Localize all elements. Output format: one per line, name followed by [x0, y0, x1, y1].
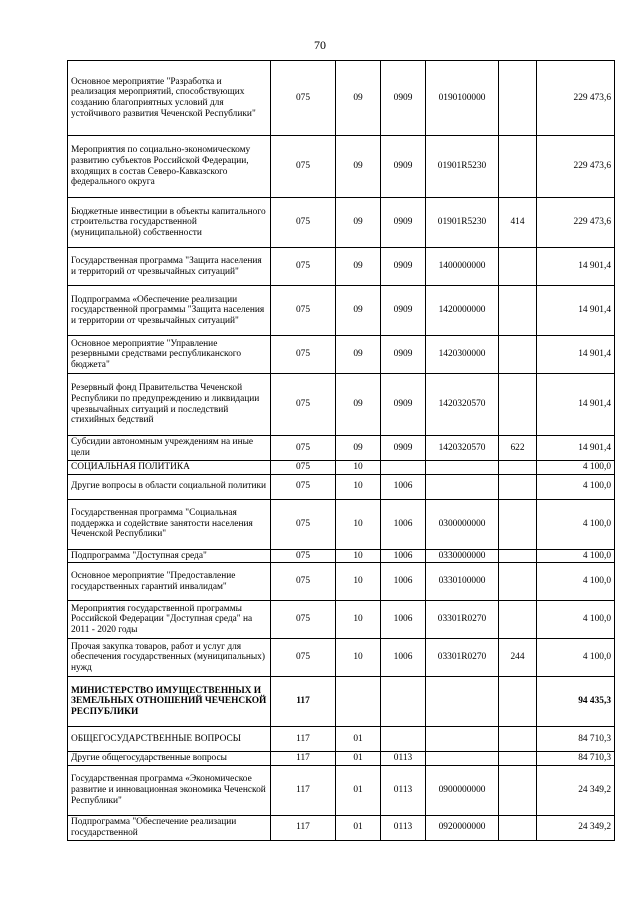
- table-row: [68, 436, 615, 461]
- cell-target-article: 1420000000: [426, 286, 499, 336]
- cell-subsection: 0909: [381, 248, 426, 286]
- cell-target-article: 01901R5230: [426, 136, 499, 198]
- cell-subsection: [381, 727, 426, 752]
- cell-target-article: 0300000000: [426, 499, 499, 549]
- cell-target-article: [426, 727, 499, 752]
- cell-section: 09: [336, 248, 381, 286]
- cell-target-article: 0330000000: [426, 549, 499, 563]
- cell-section: 10: [336, 549, 381, 563]
- cell-subsection: 0113: [381, 765, 426, 815]
- table-row: [68, 374, 615, 436]
- table-row: [68, 639, 615, 677]
- cell-amount: 4 100,0: [537, 461, 615, 475]
- cell-target-article: 1420320570: [426, 374, 499, 436]
- cell-section: 09: [336, 286, 381, 336]
- cell-amount: 4 100,0: [537, 474, 615, 499]
- cell-ministry-code: 075: [271, 136, 336, 198]
- cell-subsection: [381, 461, 426, 475]
- cell-expense-type: [499, 461, 537, 475]
- cell-name: Подпрограмма "Доступная среда": [68, 549, 271, 563]
- cell-target-article: 1420300000: [426, 336, 499, 374]
- cell-subsection: 1006: [381, 601, 426, 639]
- cell-amount: 84 710,3: [537, 752, 615, 766]
- cell-name: Другие общегосударственные вопросы: [68, 752, 271, 766]
- cell-target-article: 0330100000: [426, 563, 499, 601]
- cell-expense-type: [499, 727, 537, 752]
- cell-subsection: 0113: [381, 752, 426, 766]
- table-row: [68, 499, 615, 549]
- cell-section: 09: [336, 198, 381, 248]
- table-row: [68, 727, 615, 752]
- cell-amount: 14 901,4: [537, 248, 615, 286]
- cell-subsection: 0909: [381, 198, 426, 248]
- table-row: [68, 601, 615, 639]
- cell-subsection: 0909: [381, 436, 426, 461]
- cell-ministry-code: 075: [271, 461, 336, 475]
- cell-section: 10: [336, 499, 381, 549]
- table-row: [68, 765, 615, 815]
- cell-name: Резервный фонд Правительства Чеченской Республики по предупреждению и ликвидации чрезвычайных ситуаций и последствий стихийных бедствий: [68, 374, 271, 436]
- cell-name: Основное мероприятие "Управление резервными средствами республиканского бюджета": [68, 336, 271, 374]
- cell-subsection: 1006: [381, 474, 426, 499]
- table-row: [68, 286, 615, 336]
- cell-target-article: 03301R0270: [426, 639, 499, 677]
- cell-target-article: [426, 461, 499, 475]
- cell-expense-type: [499, 765, 537, 815]
- cell-expense-type: [499, 136, 537, 198]
- table-row: [68, 136, 615, 198]
- cell-target-article: 0190100000: [426, 61, 499, 136]
- cell-section: 10: [336, 474, 381, 499]
- cell-target-article: 1420320570: [426, 436, 499, 461]
- cell-name: ОБЩЕГОСУДАРСТВЕННЫЕ ВОПРОСЫ: [68, 727, 271, 752]
- cell-section: 09: [336, 61, 381, 136]
- cell-amount: 229 473,6: [537, 61, 615, 136]
- cell-ministry-code: 075: [271, 286, 336, 336]
- cell-subsection: 1006: [381, 563, 426, 601]
- cell-amount: 24 349,2: [537, 765, 615, 815]
- cell-section: 09: [336, 374, 381, 436]
- budget-table: [67, 60, 615, 841]
- table-row: [68, 461, 615, 475]
- cell-ministry-code: 075: [271, 374, 336, 436]
- table-row: [68, 336, 615, 374]
- table-row: [68, 474, 615, 499]
- cell-expense-type: 414: [499, 198, 537, 248]
- cell-ministry-code: 075: [271, 436, 336, 461]
- cell-expense-type: [499, 677, 537, 727]
- cell-ministry-code: 075: [271, 61, 336, 136]
- cell-amount: 14 901,4: [537, 336, 615, 374]
- cell-name: Подпрограмма "Обеспечение реализации государственной: [68, 815, 271, 840]
- cell-target-article: 0920000000: [426, 815, 499, 840]
- cell-amount: 24 349,2: [537, 815, 615, 840]
- table-row: [68, 549, 615, 563]
- cell-expense-type: 622: [499, 436, 537, 461]
- cell-name: Государственная программа "Социальная поддержка и содействие занятости населения Чеченской Республики": [68, 499, 271, 549]
- cell-ministry-code: 075: [271, 549, 336, 563]
- cell-expense-type: [499, 286, 537, 336]
- cell-section: 10: [336, 461, 381, 475]
- cell-amount: 94 435,3: [537, 677, 615, 727]
- table-row: [68, 677, 615, 727]
- cell-amount: 4 100,0: [537, 563, 615, 601]
- cell-ministry-code: 117: [271, 677, 336, 727]
- cell-name: Мероприятия государственной программы Российской Федерации "Доступная среда" на 2011 - 2020 годы: [68, 601, 271, 639]
- table-row: [68, 248, 615, 286]
- cell-ministry-code: 075: [271, 198, 336, 248]
- cell-expense-type: [499, 61, 537, 136]
- cell-expense-type: [499, 601, 537, 639]
- cell-expense-type: [499, 336, 537, 374]
- cell-amount: 14 901,4: [537, 286, 615, 336]
- cell-ministry-code: 075: [271, 248, 336, 286]
- cell-expense-type: [499, 752, 537, 766]
- cell-subsection: 0909: [381, 286, 426, 336]
- cell-target-article: 01901R5230: [426, 198, 499, 248]
- table-body: [68, 61, 615, 841]
- cell-section: 10: [336, 639, 381, 677]
- cell-section: 09: [336, 336, 381, 374]
- cell-amount: 14 901,4: [537, 436, 615, 461]
- cell-name: Другие вопросы в области социальной политики: [68, 474, 271, 499]
- cell-amount: 4 100,0: [537, 601, 615, 639]
- cell-amount: 84 710,3: [537, 727, 615, 752]
- cell-section: [336, 677, 381, 727]
- cell-subsection: 0909: [381, 61, 426, 136]
- cell-section: 09: [336, 136, 381, 198]
- cell-name: Подпрограмма «Обеспечение реализации государственной программы "Защита населения и территории от чрезвычайных ситуаций": [68, 286, 271, 336]
- cell-name: Основное мероприятие "Разработка и реализация мероприятий, способствующих созданию благоприятных условий для устойчивого развития Чеченской Республики": [68, 61, 271, 136]
- cell-subsection: 1006: [381, 549, 426, 563]
- cell-name: Государственная программа «Экономическое развитие и инновационная экономика Чеченской Республики": [68, 765, 271, 815]
- cell-name: Государственная программа "Защита населения и территорий от чрезвычайных ситуаций": [68, 248, 271, 286]
- cell-section: 09: [336, 436, 381, 461]
- cell-expense-type: [499, 248, 537, 286]
- cell-amount: 4 100,0: [537, 549, 615, 563]
- table-row: [68, 198, 615, 248]
- cell-subsection: [381, 677, 426, 727]
- cell-target-article: 1400000000: [426, 248, 499, 286]
- cell-expense-type: [499, 499, 537, 549]
- table-row: [68, 752, 615, 766]
- cell-section: 10: [336, 601, 381, 639]
- cell-target-article: 03301R0270: [426, 601, 499, 639]
- cell-expense-type: [499, 374, 537, 436]
- cell-section: 10: [336, 563, 381, 601]
- cell-ministry-code: 075: [271, 336, 336, 374]
- table-row: [68, 563, 615, 601]
- cell-target-article: [426, 752, 499, 766]
- cell-amount: 229 473,6: [537, 136, 615, 198]
- cell-name: Прочая закупка товаров, работ и услуг для обеспечения государственных (муниципальных) нужд: [68, 639, 271, 677]
- cell-name: Бюджетные инвестиции в объекты капитального строительства государственной (муниципальной) собственности: [68, 198, 271, 248]
- cell-name: Основное мероприятие "Предоставление государственных гарантий инвалидам": [68, 563, 271, 601]
- cell-subsection: 1006: [381, 499, 426, 549]
- cell-name: СОЦИАЛЬНАЯ ПОЛИТИКА: [68, 461, 271, 475]
- cell-name: Мероприятия по социально-экономическому развитию субъектов Российской Федерации, входящих в состав Северо-Кавказского федерального округа: [68, 136, 271, 198]
- cell-amount: 14 901,4: [537, 374, 615, 436]
- cell-amount: 4 100,0: [537, 499, 615, 549]
- cell-subsection: 0113: [381, 815, 426, 840]
- cell-amount: 229 473,6: [537, 198, 615, 248]
- cell-subsection: 0909: [381, 336, 426, 374]
- cell-ministry-code: 117: [271, 752, 336, 766]
- cell-ministry-code: 075: [271, 601, 336, 639]
- cell-subsection: 0909: [381, 136, 426, 198]
- cell-expense-type: [499, 549, 537, 563]
- cell-target-article: [426, 474, 499, 499]
- cell-ministry-code: 117: [271, 765, 336, 815]
- cell-ministry-code: 075: [271, 563, 336, 601]
- cell-amount: 4 100,0: [537, 639, 615, 677]
- table-row: [68, 815, 615, 840]
- cell-subsection: 1006: [381, 639, 426, 677]
- cell-expense-type: 244: [499, 639, 537, 677]
- cell-subsection: 0909: [381, 374, 426, 436]
- cell-expense-type: [499, 474, 537, 499]
- cell-target-article: 0900000000: [426, 765, 499, 815]
- cell-ministry-code: 117: [271, 727, 336, 752]
- cell-name: МИНИСТЕРСТВО ИМУЩЕСТВЕННЫХ И ЗЕМЕЛЬНЫХ ОТНОШЕНИЙ ЧЕЧЕНСКОЙ РЕСПУБЛИКИ: [68, 677, 271, 727]
- table-row: [68, 61, 615, 136]
- cell-expense-type: [499, 563, 537, 601]
- cell-ministry-code: 117: [271, 815, 336, 840]
- page-number: 70: [314, 38, 326, 52]
- cell-section: 01: [336, 727, 381, 752]
- cell-ministry-code: 075: [271, 474, 336, 499]
- cell-section: 01: [336, 752, 381, 766]
- cell-name: Субсидии автономным учреждениям на иные цели: [68, 436, 271, 461]
- cell-target-article: [426, 677, 499, 727]
- cell-section: 01: [336, 765, 381, 815]
- cell-expense-type: [499, 815, 537, 840]
- cell-section: 01: [336, 815, 381, 840]
- cell-ministry-code: 075: [271, 639, 336, 677]
- cell-ministry-code: 075: [271, 499, 336, 549]
